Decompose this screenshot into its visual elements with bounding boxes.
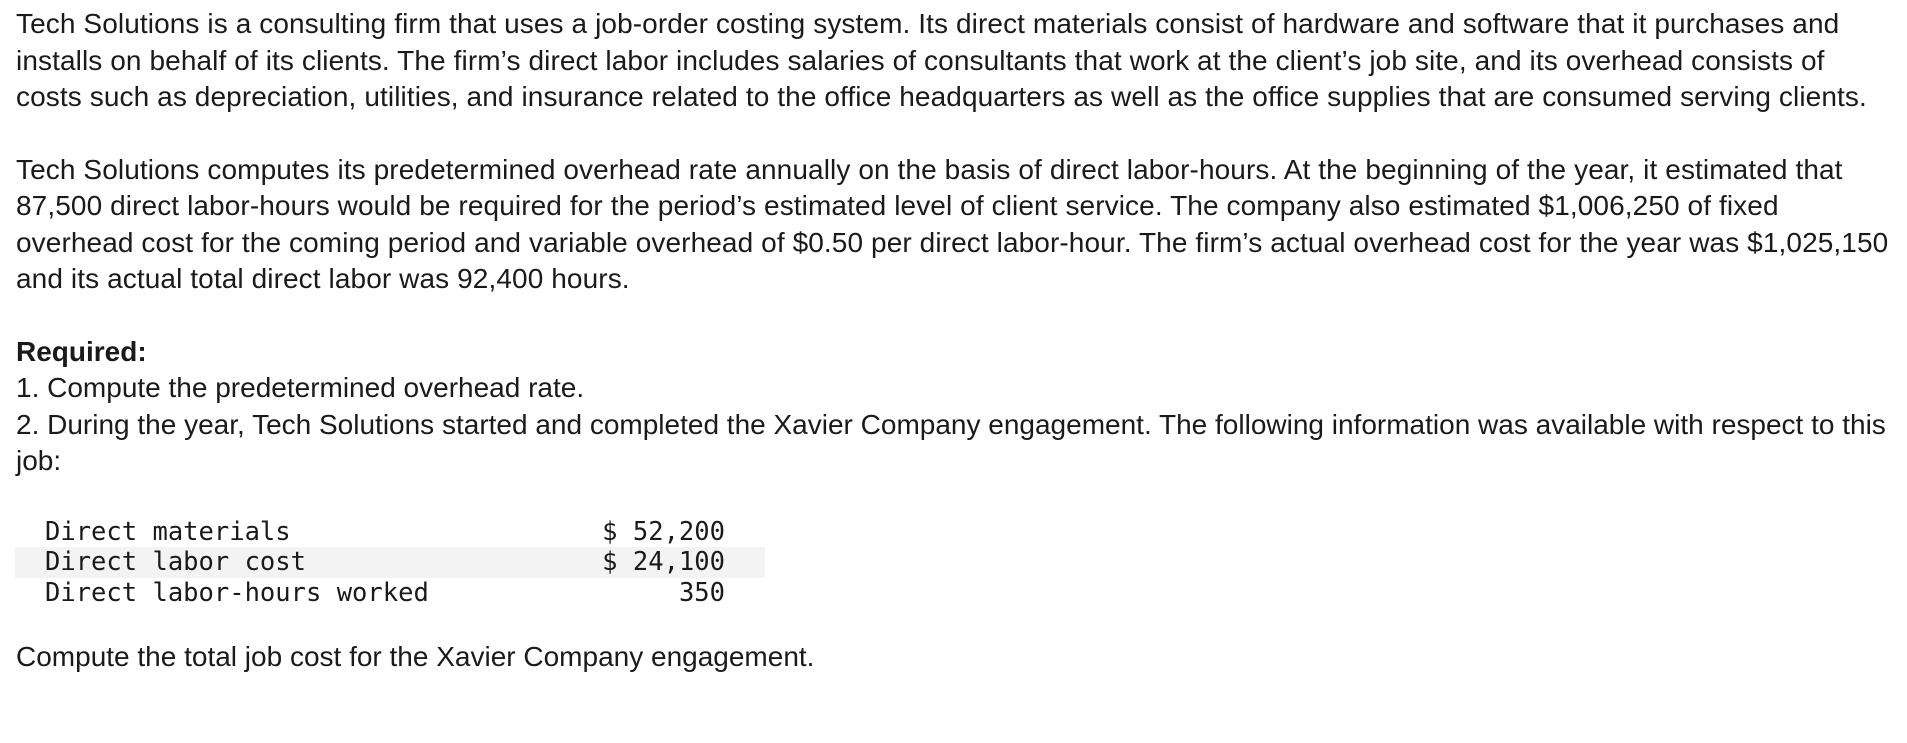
question-text: Compute the total job cost for the Xavier Company engagement.: [16, 641, 815, 672]
required-section: [16, 334, 1896, 480]
intro-paragraph-1: Tech Solutions is a consulting firm that uses a job-order costing system. Its direct materials consist of hardware and software that it purchases and installs on behalf of its clients. The firm’s direct labor includes salaries of consultants that work at the client’s job site, and its overhead consists of costs such as depreciation, utilities, and insurance related to the office headquarters as well as the office supplies that are consumed serving clients.: [16, 8, 1867, 112]
row-amount: $ 52,200: [602, 516, 725, 547]
job-cost-table: [15, 517, 765, 609]
row-amount: $ 24,100: [525, 547, 765, 578]
row-label: Direct labor-hours worked: [45, 577, 429, 608]
table-row: [15, 578, 765, 609]
row-label: Direct materials: [45, 516, 291, 547]
row-label: Direct labor cost: [15, 547, 525, 578]
problem-document: [16, 6, 1896, 676]
required-item-2: 2. During the year, Tech Solutions started and completed the Xavier Company engagement. The following information was available with respect to this job:: [16, 408, 1886, 476]
row-amount: 350: [678, 577, 725, 608]
required-item-1: 1. Compute the predetermined overhead rate.: [16, 372, 585, 403]
intro-paragraph-2: Tech Solutions computes its predetermined overhead rate annually on the basis of direct labor-hours. At the beginning of the year, it estimated that 87,500 direct labor-hours would be required for the period’s estimated level of client service. The company also estimated $1,006,250 of fixed overhead cost for the coming period and variable overhead of $0.50 per direct labor-hour. The firm’s actual overhead cost for the year was $1,025,150 and its actual total direct labor was 92,400 hours.: [16, 153, 1889, 294]
table-row: [15, 517, 765, 548]
table-row: [15, 547, 765, 578]
required-heading: Required:: [16, 335, 147, 367]
